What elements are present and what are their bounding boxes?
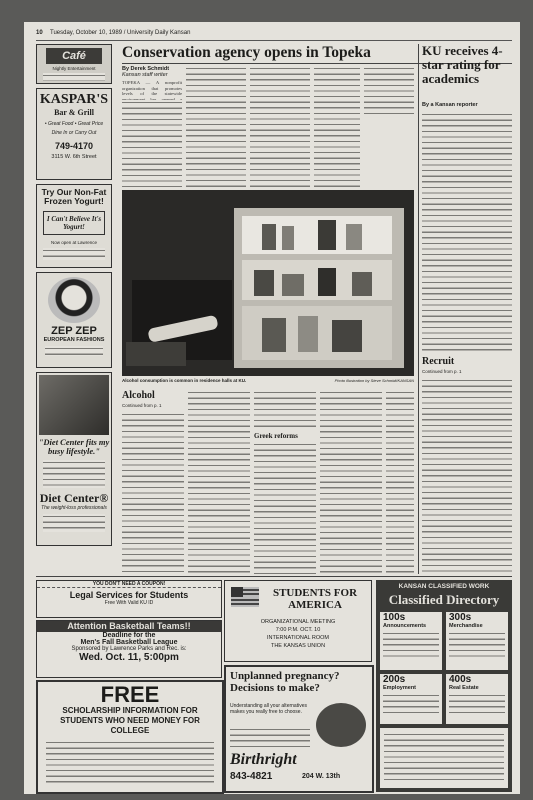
left-ad-column — [36, 44, 112, 550]
section-300s-num: 300s — [449, 612, 472, 623]
classified-kicker: KANSAN CLASSIFIED WORK — [398, 583, 490, 590]
students-place: THE KANSAS UNION — [270, 643, 326, 649]
diet-center-ad — [36, 372, 112, 546]
classified-rates-text — [384, 732, 504, 784]
classified-section-200s — [380, 674, 442, 724]
yogurt-fineprint — [43, 248, 105, 260]
classified-rates-box — [380, 728, 508, 788]
pregnancy-headline: Unplanned pregnancy? Decisions to make? — [230, 670, 340, 694]
section-200s-name: Employment — [383, 685, 417, 691]
section-200s-list — [383, 693, 439, 715]
classified-directory — [376, 580, 512, 792]
basketball-sponsor: Sponsored by Lawrence Parks and Rec. is: — [71, 646, 187, 652]
main-col-5 — [364, 66, 414, 116]
greek-reforms-subhead: Greek reforms — [254, 432, 298, 440]
students-room: INTERNATIONAL ROOM — [266, 635, 330, 641]
flag-icon — [231, 587, 259, 607]
side-byline: By a Kansan reporter — [422, 102, 478, 108]
zep-fineprint — [45, 346, 103, 356]
diet-fineprint — [43, 460, 105, 488]
diet-brand: Diet Center® — [39, 491, 109, 505]
birthright-phone: 843-4821 — [230, 771, 273, 782]
main-byline-block — [122, 66, 182, 78]
recruit-col — [422, 378, 512, 574]
classified-section-300s — [446, 612, 508, 670]
legal-top: YOU DON'T NEED A COUPON! — [37, 581, 221, 588]
birthright-brand: Birthright — [230, 751, 297, 768]
basketball-ad — [36, 620, 222, 678]
alcohol-col-3a — [254, 390, 316, 430]
diet-tag: The weight-loss professionals — [41, 505, 107, 511]
students-meeting: ORGANIZATIONAL MEETING — [260, 619, 336, 625]
alcohol-col-1 — [122, 412, 184, 574]
basketball-deadline: Deadline for the — [102, 632, 156, 639]
main-byline: By Derek Schmidt — [122, 66, 170, 72]
students-for-america-ad — [224, 580, 372, 662]
kaspars-line-1: • Great Food • Great Price — [44, 121, 104, 127]
birthright-ad — [224, 665, 374, 793]
diet-quote: "Diet Center fits my busy lifestyle." — [38, 437, 110, 456]
students-time: 7:00 P.M. OCT. 10 — [275, 627, 321, 633]
scholarship-title: FREE — [100, 682, 160, 707]
photo-credit: Photo illustration by Steve Schmidt/KANSAN — [334, 378, 414, 383]
kaspars-line-2: Dine In or Carry Out — [51, 130, 97, 136]
pregnancy-fineprint — [230, 727, 310, 747]
photo-illustration — [122, 190, 414, 376]
section-100s-num: 100s — [383, 612, 406, 623]
cafe-logo: Café — [46, 48, 102, 64]
classified-section-400s — [446, 674, 508, 724]
scholarship-sub: SCHOLARSHIP INFORMATION FOR STUDENTS WHO NEED MONEY FOR COLLEGE — [60, 706, 200, 735]
classified-section-100s — [380, 612, 442, 670]
main-col-3 — [250, 66, 310, 188]
recruit-continued: Continued from p. 1 — [422, 369, 462, 374]
recruit-headline: Recruit — [422, 356, 455, 367]
kaspars-phone: 749-4170 — [54, 141, 94, 151]
section-100s-name: Announcements — [383, 623, 427, 629]
diet-photo — [39, 375, 109, 435]
main-col-4 — [314, 66, 360, 188]
yogurt-ad — [36, 184, 112, 268]
zep-ad — [36, 272, 112, 368]
zep-sub: EUROPEAN FASHIONS — [43, 337, 105, 343]
main-headline: Conservation agency opens in Topeka — [122, 44, 371, 61]
refrigerator-photo — [122, 190, 414, 376]
yogurt-headline: Try Our Non-Fat Frozen Yogurt! — [41, 187, 107, 206]
alcohol-col-2 — [188, 390, 250, 574]
cafe-fineprint — [43, 73, 105, 81]
section-400s-list — [449, 693, 505, 715]
birthright-logo — [316, 703, 366, 747]
zep-name: ZEP ZEP — [51, 325, 97, 337]
alcohol-col-5 — [386, 390, 414, 574]
alcohol-col-3b — [254, 442, 316, 574]
section-200s-num: 200s — [383, 674, 406, 685]
page-number: 10 — [36, 30, 43, 36]
side-headline: KU receives 4-star rating for academics — [422, 43, 503, 86]
page-header — [36, 28, 512, 41]
date-line: Tuesday, October 10, 1989 / University Daily Kansan — [50, 30, 191, 36]
basketball-event: Men's Fall Basketball League — [80, 639, 178, 646]
alcohol-col-4 — [320, 390, 382, 574]
basketball-date: Wed. Oct. 11, 5:00pm — [79, 652, 179, 663]
scholarship-ad — [36, 680, 224, 794]
main-col-1 — [122, 100, 182, 188]
legal-title: Legal Services for Students — [69, 590, 189, 600]
scholarship-fineprint — [46, 740, 214, 784]
legal-sub: Free With Valid KU ID — [104, 600, 154, 606]
section-400s-num: 400s — [449, 674, 472, 685]
yogurt-tagline: Now open at Lawrence — [50, 240, 98, 245]
main-col-2 — [186, 66, 246, 188]
photo-caption: Alcohol consumption is common in residence halls at KU. — [122, 378, 247, 383]
ad-section-rule — [36, 576, 512, 577]
section-400s-name: Real Estate — [449, 685, 479, 691]
section-300s-list — [449, 631, 505, 661]
section-300s-name: Merchandise — [449, 623, 483, 629]
students-title: STUDENTS FOR AMERICA — [272, 587, 358, 611]
alcohol-headline: Alcohol — [122, 390, 155, 401]
classified-title: Classified Directory — [388, 592, 500, 607]
basketball-title: Attention Basketball Teams!! — [37, 621, 221, 632]
cafe-ad — [36, 44, 112, 84]
main-byline-role: Kansan staff writer — [122, 72, 168, 78]
birthright-address: 204 W. 13th — [302, 773, 341, 780]
newspaper-page — [24, 22, 520, 794]
kaspars-ad — [36, 88, 112, 180]
main-lede: TOPEKA — A nonprofit organization that promotes levels of the statewide — [122, 80, 182, 97]
kaspars-name: KASPAR'S — [39, 92, 109, 107]
kaspars-sub: Bar & Grill — [54, 108, 94, 117]
pregnancy-body: Understanding all your alternatives makes you really free to choose. — [230, 703, 307, 715]
section-100s-list — [383, 631, 439, 661]
alcohol-continued: Continued from p. 1 — [122, 403, 162, 408]
kaspars-address: 3115 W. 6th Street — [51, 154, 97, 160]
column-divider — [418, 44, 419, 574]
zep-face-logo — [48, 277, 100, 323]
side-col — [422, 112, 512, 352]
yogurt-brand: I Can't Believe It's Yogurt! — [43, 211, 105, 235]
diet-address — [43, 514, 105, 532]
cafe-lines: Nightly Entertainment — [52, 66, 96, 71]
legal-services-ad — [36, 580, 222, 618]
